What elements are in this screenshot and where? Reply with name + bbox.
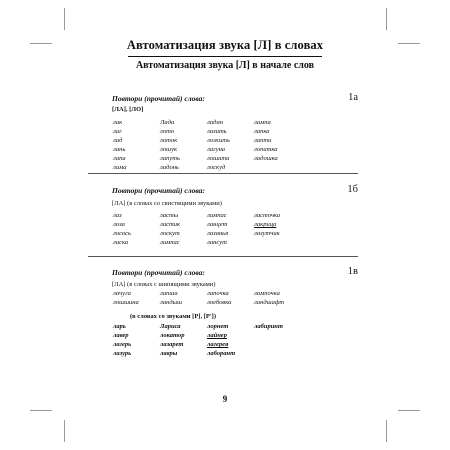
word: лоебовка	[207, 299, 232, 306]
word: ласка	[113, 239, 129, 246]
word: лапти	[254, 137, 272, 144]
word: ланцет	[207, 221, 228, 228]
word: лаз	[113, 212, 122, 219]
word: лаборант	[207, 350, 236, 357]
word: лапка	[254, 128, 270, 135]
exercise-instruction: Повтори (прочитай) слова:	[112, 186, 205, 195]
exercise-number: 1а	[348, 92, 358, 103]
word: ладонь	[160, 164, 179, 171]
word: лазарет	[160, 341, 184, 348]
word: лаг	[113, 128, 122, 135]
word: лампас	[207, 212, 227, 219]
word: лоскут	[160, 230, 180, 237]
word: ладан	[207, 119, 223, 126]
section-divider	[88, 173, 358, 174]
title-underline	[128, 56, 322, 57]
word: ландыш	[160, 299, 182, 306]
word: лазить	[207, 128, 227, 135]
word: лампа	[254, 119, 271, 126]
word: локатор	[160, 332, 185, 339]
exercise-1a	[88, 92, 358, 171]
word: лагерь	[113, 341, 132, 348]
word	[254, 341, 301, 349]
word: лапочка	[207, 290, 229, 297]
word: лоток	[160, 137, 178, 144]
crop-mark	[64, 420, 65, 442]
word: лорнет	[207, 323, 229, 330]
word: лопатка	[254, 146, 278, 153]
word: ластик	[160, 221, 181, 228]
page-number: 9	[222, 394, 228, 404]
word: лачуга	[113, 290, 131, 297]
word: Лариса	[160, 323, 181, 330]
exercise-subtitle: [ЛА] (в словах со свистящими звуками)	[112, 200, 222, 207]
word: ладошка	[254, 155, 278, 162]
exercise-instruction: Повтори (прочитай) слова:	[112, 94, 205, 103]
word: лагерея	[207, 341, 229, 348]
word: лоза	[113, 221, 125, 228]
word-grid-2	[113, 323, 301, 358]
word: лото	[160, 128, 175, 135]
page-subtitle: Автоматизация звука [Л] в начале слов	[135, 60, 315, 71]
word: лак	[113, 119, 123, 126]
word: лапша	[160, 290, 178, 297]
word: лапуть	[160, 155, 180, 162]
word: лань	[113, 146, 126, 153]
word: лад	[113, 137, 123, 144]
word: лапа	[113, 155, 126, 162]
crop-mark	[386, 8, 387, 30]
word: лабиринт	[254, 323, 283, 330]
word: Лада	[160, 119, 175, 126]
crop-mark	[386, 420, 387, 442]
word: ларь	[113, 323, 126, 330]
word: лазурь	[113, 350, 132, 357]
exercise-number: 1в	[347, 266, 358, 277]
crop-mark	[30, 410, 52, 411]
word: лансут	[207, 239, 227, 246]
word: ложить	[207, 137, 230, 144]
word: лоскуд	[207, 164, 226, 171]
word: лампас	[160, 239, 180, 246]
word: лошата	[207, 155, 230, 162]
exercise-instruction: Повтори (прочитай) слова:	[112, 268, 205, 277]
word: лосось	[113, 230, 131, 237]
word: лазанья	[207, 230, 229, 237]
word	[254, 350, 301, 358]
exercise-subtitle: [ЛА], [ЛО]	[112, 106, 144, 113]
exercise-subtitle-2: (в словах со звуками [Р], [Р'])	[130, 313, 216, 320]
page-title: Автоматизация звука [Л] в словах	[126, 38, 324, 52]
word: лошшина	[113, 299, 139, 306]
word-grid	[113, 290, 301, 307]
word: лама	[113, 164, 127, 171]
crop-mark	[398, 410, 420, 411]
word: лазутчик	[254, 230, 280, 237]
word: ласточка	[254, 212, 281, 219]
exercise-number: 1б	[347, 184, 358, 195]
word: лакрица	[254, 221, 277, 228]
word: ласты	[160, 212, 179, 219]
exercise-subtitle: [ЛА] (в словах с шипящими звуками)	[112, 281, 216, 288]
word	[254, 332, 301, 340]
crop-mark	[64, 8, 65, 30]
word: лагуна	[207, 146, 226, 153]
word: лошук	[160, 146, 177, 153]
word	[254, 164, 301, 172]
word-grid	[113, 212, 301, 247]
word: ландшафт	[254, 299, 285, 306]
exercise-1b	[88, 184, 358, 244]
word	[254, 239, 301, 247]
word: лампочка	[254, 290, 280, 297]
section-divider	[88, 256, 358, 257]
word: лайнер	[207, 332, 227, 339]
word: лавер	[113, 332, 129, 339]
word: лавры	[160, 350, 178, 357]
word-grid	[113, 119, 301, 172]
exercise-1v	[88, 266, 358, 356]
